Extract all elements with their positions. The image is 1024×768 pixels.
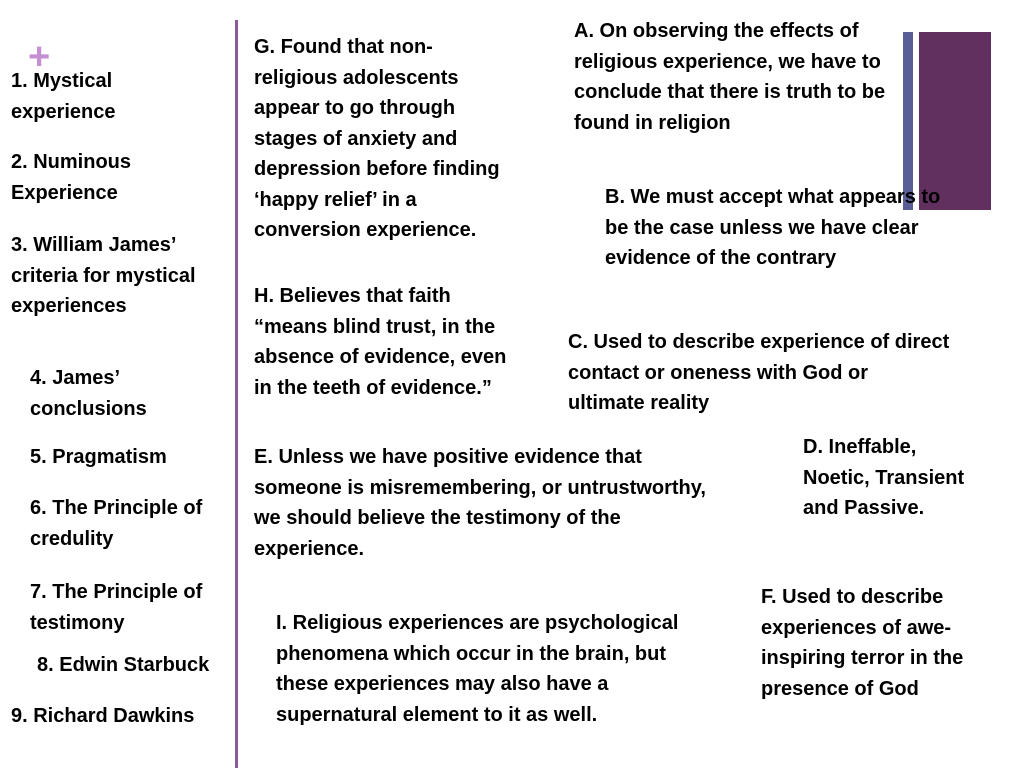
definition-f: F. Used to describe experiences of awe- inspiring terror in the presence of God bbox=[761, 586, 964, 700]
term-richard-dawkins: 9. Richard Dawkins bbox=[11, 705, 195, 727]
term-james-criteria: 3. William James’ criteria for mystical experiences bbox=[11, 234, 196, 317]
definition-g: G. Found that non- religious adolescents appear to go through stages of anxiety and depression before finding ‘happy relief’ in a conversion experience. bbox=[254, 36, 500, 241]
definition-b: B. We must accept what appears to be the case unless we have clear evidence of the contrary bbox=[605, 186, 941, 269]
term-james-conclusions: 4. James’ conclusions bbox=[30, 367, 147, 420]
term-pragmatism: 5. Pragmatism bbox=[30, 446, 167, 468]
definition-i: I. Religious experiences are psychological phenomena which occur in the brain, but these experiences may also have a supernatural element to it as well. bbox=[276, 612, 679, 726]
definition-a: A. On observing the effects of religious experience, we have to conclude that there is truth to be found in religion bbox=[574, 20, 886, 134]
term-edwin-starbuck: 8. Edwin Starbuck bbox=[37, 654, 210, 676]
definition-d: D. Ineffable, Noetic, Transient and Passive. bbox=[803, 436, 965, 519]
definition-e: E. Unless we have positive evidence that someone is misremembering, or untrustworthy, we should believe the testimony of the experience. bbox=[254, 446, 706, 560]
term-numinous-experience: 2. Numinous Experience bbox=[11, 151, 132, 204]
vertical-divider bbox=[235, 20, 238, 768]
plus-icon: + bbox=[28, 36, 51, 78]
term-principle-of-credulity: 6. The Principle of credulity bbox=[30, 497, 203, 550]
definition-h: H. Believes that faith “means blind trust, in the absence of evidence, even in the teeth of evidence.” bbox=[254, 285, 507, 399]
term-principle-of-testimony: 7. The Principle of testimony bbox=[30, 581, 203, 634]
definition-c: C. Used to describe experience of direct contact or oneness with God or ultimate reality bbox=[568, 331, 950, 414]
term-mystical-experience: 1. Mystical experience bbox=[11, 70, 116, 123]
